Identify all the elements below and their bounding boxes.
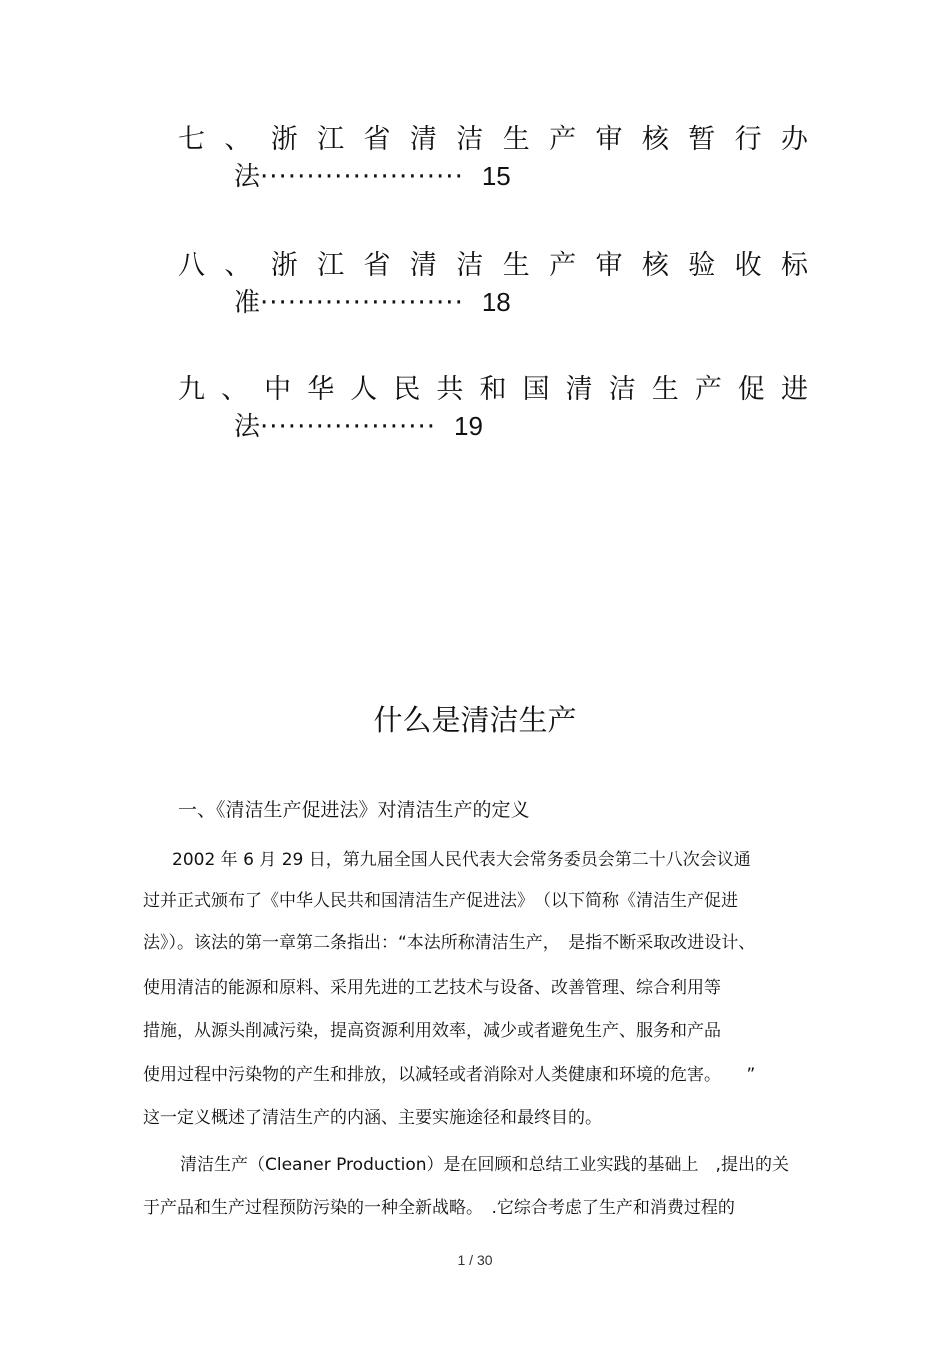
article-title: 什么是清洁生产 (373, 703, 577, 737)
body-text-line: 法》）。该法的第一章第二条指出：“本法所称清洁生产， 是指不断采取改进设计、 (143, 933, 756, 953)
toc-entry-continuation (234, 408, 808, 444)
toc-page-number: 15 (481, 161, 511, 191)
toc-entry-title: 八、浙江省清洁生产审核验收标 (178, 250, 808, 281)
toc-leader-dots: ······················ (260, 162, 464, 192)
toc-leader-dots: ··················· (260, 412, 437, 442)
body-text-line: 于产品和生产过程预防污染的一种全新战略。 .它综合考虑了生产和消费过程的 (143, 1198, 735, 1218)
body-text-line: 使用清洁的能源和原料、采用先进的工艺技术与设备、改善管理、综合利用等 (143, 978, 721, 998)
section-heading: 一、《清洁生产促进法》对清洁生产的定义 (178, 799, 530, 821)
toc-entry-title: 七、浙江省清洁生产审核暂行办 (178, 124, 808, 155)
toc-entry (178, 122, 808, 194)
body-text-line: 清洁生产（Cleaner Production）是在回顾和总结工业实践的基础上 ,提出的关 (180, 1155, 789, 1175)
toc-entry-cont-text: 法 (234, 162, 261, 192)
toc-entry-continuation (234, 284, 808, 320)
toc-entry-continuation (234, 158, 808, 194)
page-indicator: 1 / 30 (457, 1252, 493, 1268)
body-text-line: 使用过程中污染物的产生和排放，以减轻或者消除对人类健康和环境的危害。 ” (143, 1065, 756, 1085)
toc-entry-title: 九、中华人民共和国清洁生产促进 (178, 374, 808, 405)
body-text-line: 措施，从源头削减污染，提高资源利用效率，减少或者避免生产、服务和产品 (143, 1021, 721, 1041)
toc-page-number: 19 (454, 411, 483, 441)
toc-entry (178, 248, 808, 320)
body-text-line: 2002 年 6 月 29 日，第九届全国人民代表大会常务委员会第二十八次会议通 (172, 850, 751, 870)
body-text-line: 过并正式颁布了《中华人民共和国清洁生产促进法》 （以下简称《清洁生产促进 (143, 891, 738, 911)
toc-entry (178, 372, 808, 444)
toc-page-number: 18 (481, 287, 511, 317)
toc-entry-cont-text: 法 (234, 412, 261, 442)
body-text-line: 这一定义概述了清洁生产的内涵、主要实施途径和最终目的。 (143, 1108, 602, 1128)
toc-leader-dots: ······················ (260, 288, 464, 318)
toc-entry-cont-text: 准 (234, 288, 261, 318)
